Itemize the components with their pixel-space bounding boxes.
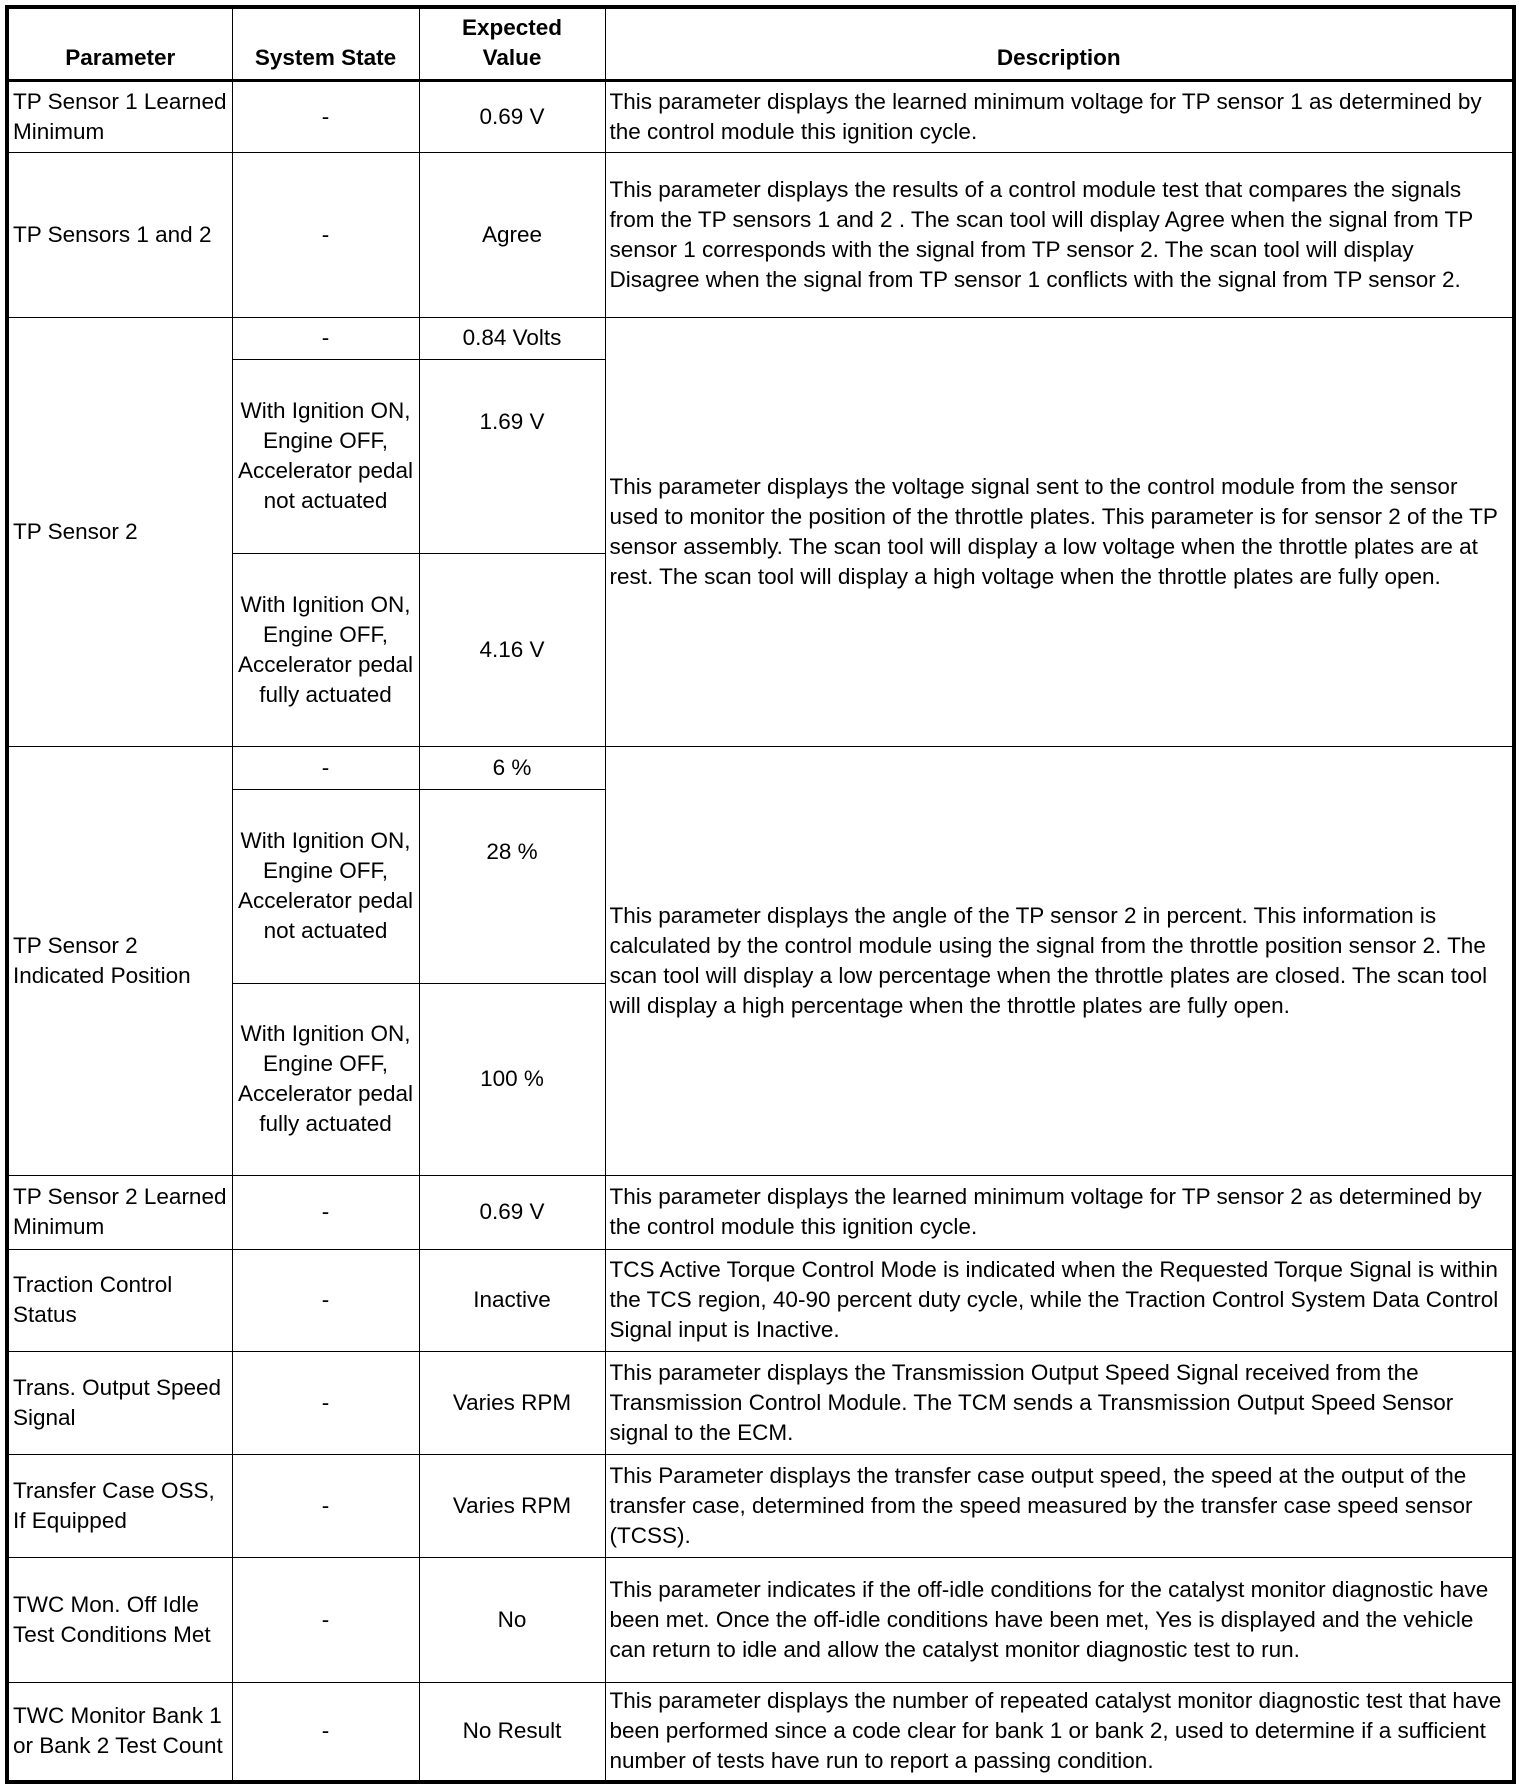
- parameter-cell: Trans. Output Speed Signal: [7, 1351, 232, 1454]
- system-state-cell: -: [232, 1351, 419, 1454]
- header-row: [7, 7, 1514, 80]
- table-row: [7, 1249, 1514, 1351]
- header-system-state: System State: [232, 7, 419, 80]
- expected-value-cell: Agree: [419, 152, 605, 317]
- parameter-cell: TWC Monitor Bank 1 or Bank 2 Test Count: [7, 1682, 232, 1782]
- parameter-cell: TP Sensor 2: [7, 317, 232, 746]
- system-state-cell: -: [232, 1175, 419, 1249]
- expected-value-cell: 100 %: [419, 983, 605, 1175]
- parameter-cell: TP Sensor 2 Indicated Position: [7, 746, 232, 1175]
- system-state-cell: -: [232, 746, 419, 789]
- table-row: [7, 152, 1514, 317]
- description-cell: This parameter displays the results of a control module test that compares the signals from the TP sensors 1 and 2 . The scan tool will display Agree when the signal from TP sensor 1 corresponds with the signal from TP sensor 2. The scan tool will display Disagree when the signal from TP sensor 1 conflicts with the signal from TP sensor 2.: [605, 152, 1514, 317]
- description-cell: This Parameter displays the transfer case output speed, the speed at the output of the transfer case, determined from the speed measured by the transfer case speed sensor (TCSS).: [605, 1454, 1514, 1557]
- expected-value-cell: 0.69 V: [419, 1175, 605, 1249]
- table-row: [7, 317, 1514, 359]
- expected-value-cell: Inactive: [419, 1249, 605, 1351]
- description-cell: This parameter displays the Transmission Output Speed Signal received from the Transmission Control Module. The TCM sends a Transmission Output Speed Sensor signal to the ECM.: [605, 1351, 1514, 1454]
- expected-value-cell: No Result: [419, 1682, 605, 1782]
- description-cell: This parameter displays the learned minimum voltage for TP sensor 2 as determined by the control module this ignition cycle.: [605, 1175, 1514, 1249]
- description-cell: TCS Active Torque Control Mode is indicated when the Requested Torque Signal is within the TCS region, 40-90 percent duty cycle, while the Traction Control System Data Control Signal input is Inactive.: [605, 1249, 1514, 1351]
- parameter-cell: TP Sensors 1 and 2: [7, 152, 232, 317]
- system-state-cell: -: [232, 1682, 419, 1782]
- header-expected-value-text: Expected Value: [461, 14, 563, 70]
- parameter-table: [5, 5, 1516, 1784]
- expected-value-cell: 28 %: [419, 789, 605, 983]
- description-cell: This parameter displays the learned minimum voltage for TP sensor 1 as determined by the control module this ignition cycle.: [605, 80, 1514, 152]
- expected-value-cell: 4.16 V: [419, 553, 605, 746]
- header-description: Description: [605, 7, 1514, 80]
- header-expected-value: [419, 7, 605, 80]
- system-state-cell: With Ignition ON, Engine OFF, Accelerator pedal fully actuated: [232, 553, 419, 746]
- system-state-cell: -: [232, 152, 419, 317]
- parameter-cell: TP Sensor 1 Learned Minimum: [7, 80, 232, 152]
- expected-value-cell: Varies RPM: [419, 1454, 605, 1557]
- description-cell: This parameter indicates if the off-idle conditions for the catalyst monitor diagnostic have been met. Once the off-idle conditions have been met, Yes is displayed and the vehicle can return to idle and allow the catalyst monitor diagnostic test to run.: [605, 1557, 1514, 1682]
- table-row: [7, 1175, 1514, 1249]
- system-state-cell: -: [232, 1249, 419, 1351]
- expected-value-cell: 6 %: [419, 746, 605, 789]
- expected-value-cell: Varies RPM: [419, 1351, 605, 1454]
- system-state-cell: With Ignition ON, Engine OFF, Accelerator pedal not actuated: [232, 789, 419, 983]
- system-state-cell: -: [232, 1557, 419, 1682]
- system-state-cell: -: [232, 1454, 419, 1557]
- table-row: [7, 1454, 1514, 1557]
- parameter-cell: Transfer Case OSS, If Equipped: [7, 1454, 232, 1557]
- expected-value-cell: 0.84 Volts: [419, 317, 605, 359]
- system-state-cell: -: [232, 317, 419, 359]
- parameter-cell: Traction Control Status: [7, 1249, 232, 1351]
- system-state-cell: -: [232, 80, 419, 152]
- description-cell: This parameter displays the angle of the TP sensor 2 in percent. This information is calculated by the control module using the signal from the throttle position sensor 2. The scan tool will display a low percentage when the throttle plates are closed. The scan tool will display a high percentage when the throttle plates are fully open.: [605, 746, 1514, 1175]
- description-cell: This parameter displays the number of repeated catalyst monitor diagnostic test that have been performed since a code clear for bank 1 or bank 2, used to determine if a sufficient number of tests have run to report a passing condition.: [605, 1682, 1514, 1782]
- system-state-cell: With Ignition ON, Engine OFF, Accelerator pedal fully actuated: [232, 983, 419, 1175]
- header-parameter: Parameter: [7, 7, 232, 80]
- expected-value-cell: 0.69 V: [419, 80, 605, 152]
- expected-value-cell: No: [419, 1557, 605, 1682]
- parameter-cell: TWC Mon. Off Idle Test Conditions Met: [7, 1557, 232, 1682]
- table-row: [7, 746, 1514, 789]
- system-state-cell: With Ignition ON, Engine OFF, Accelerator pedal not actuated: [232, 359, 419, 553]
- table-row: [7, 1557, 1514, 1682]
- expected-value-cell: 1.69 V: [419, 359, 605, 553]
- table-row: [7, 1682, 1514, 1782]
- parameter-cell: TP Sensor 2 Learned Minimum: [7, 1175, 232, 1249]
- table-row: [7, 1351, 1514, 1454]
- description-cell: This parameter displays the voltage signal sent to the control module from the sensor used to monitor the position of the throttle plates. This parameter is for sensor 2 of the TP sensor assembly. The scan tool will display a low voltage when the throttle plates are at rest. The scan tool will display a high voltage when the throttle plates are fully open.: [605, 317, 1514, 746]
- table-row: [7, 80, 1514, 152]
